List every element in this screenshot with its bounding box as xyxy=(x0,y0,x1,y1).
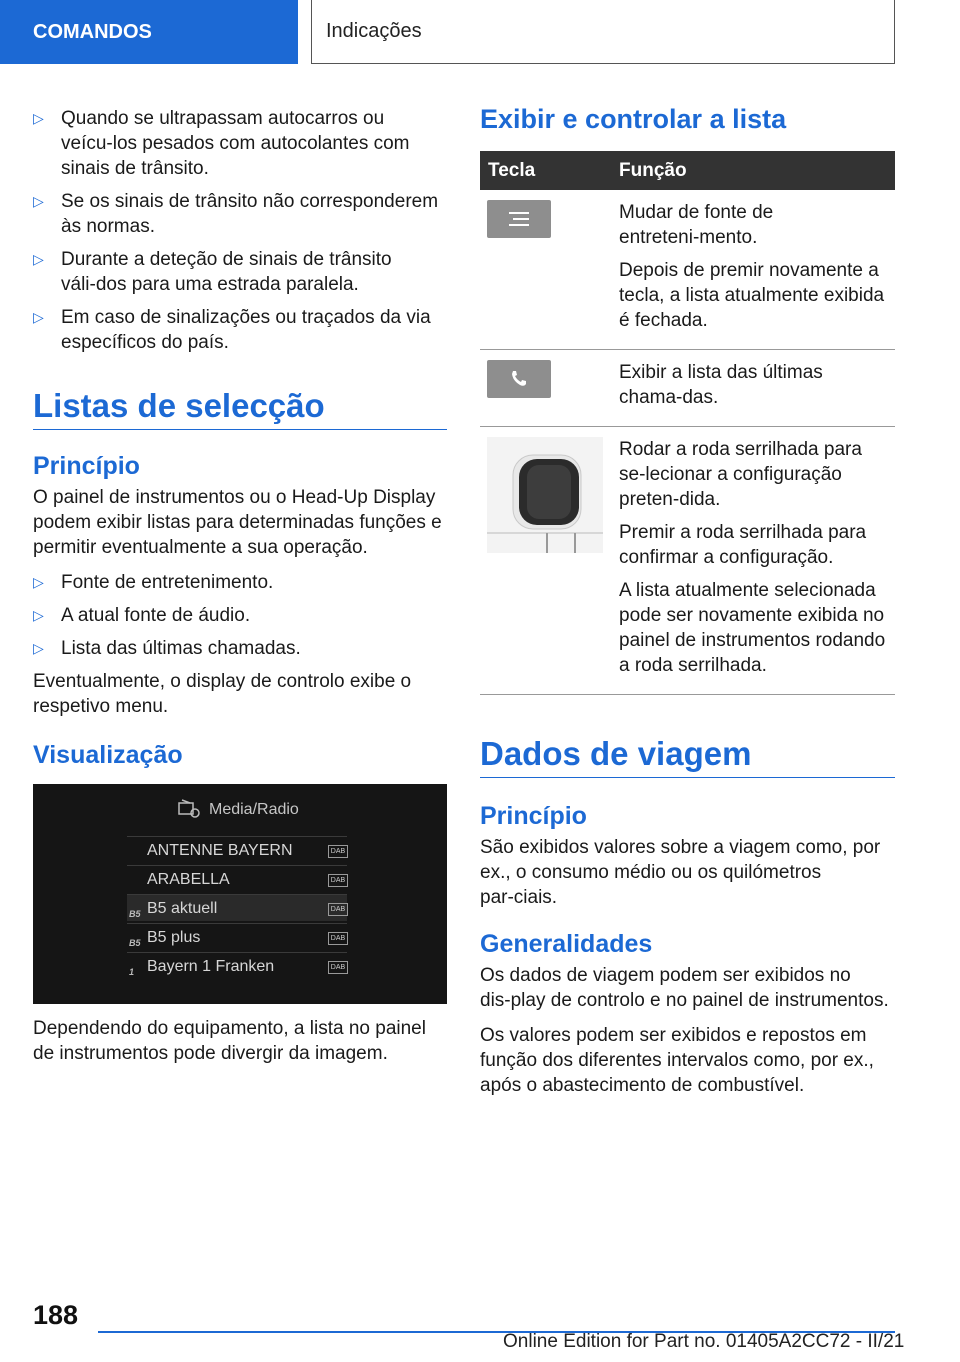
list-item: 1 Bayern 1 Franken DAB xyxy=(127,952,347,979)
dab-badge: DAB xyxy=(328,874,348,887)
column-header-function: Função xyxy=(611,151,895,190)
intro-bullet-list xyxy=(33,106,447,355)
list-item: ▷ Em caso de sinalizações ou traçados da via específicos do país. xyxy=(33,307,431,353)
table-row: Exibir a lista das últimas chama‑das. xyxy=(480,350,895,427)
principio-after-text: Eventualmente, o display de controlo exibe o respetivo menu. xyxy=(33,671,412,717)
triangle-bullet-icon: ▷ xyxy=(33,640,44,656)
thumbwheel-icon xyxy=(487,437,603,553)
list-item: ▷ A atual fonte de áudio. xyxy=(33,605,251,626)
triangle-bullet-icon: ▷ xyxy=(33,193,44,209)
dab-badge: DAB xyxy=(328,932,348,945)
list-item: B5 B5 aktuell DAB xyxy=(127,894,347,921)
heading-dados-viagem: Dados de viagem xyxy=(480,735,895,778)
dab-badge: DAB xyxy=(328,961,348,974)
list-icon xyxy=(487,200,551,238)
list-item: ▷ Fonte de entretenimento. xyxy=(33,572,274,593)
table-row: Mudar de fonte de entreteni‑mento. Depois de premir novamente a tecla, a lista atualmente exibida é fechada. xyxy=(480,190,895,350)
list-item: ANTENNE BAYERN DAB xyxy=(127,836,347,863)
subsection-title: Indicações xyxy=(311,0,895,64)
page-number: 188 xyxy=(33,1300,79,1330)
heading-principio-right: Princípio xyxy=(480,802,587,830)
list-item: B5 B5 plus DAB xyxy=(127,923,347,950)
principio-text: O painel de instrumentos ou o Head-Up Display podem exibir listas para determinadas funções e permitir eventualmente a sua operação. xyxy=(33,487,442,558)
heading-listas: Listas de selecção xyxy=(33,387,447,430)
list-item: ARABELLA DAB xyxy=(127,865,347,892)
principio-right-text: São exibidos valores sobre a viagem como, por ex., o consumo médio ou os quilómetros par‑ciais. xyxy=(480,837,881,908)
list-item: ▷ Lista das últimas chamadas. xyxy=(33,638,301,659)
triangle-bullet-icon: ▷ xyxy=(33,251,44,267)
list-item: ▷ Se os sinais de trânsito não corresponderem às normas. xyxy=(33,191,439,237)
triangle-bullet-icon: ▷ xyxy=(33,110,44,126)
visual-caption: Dependendo do equipamento, a lista no painel de instrumentos pode divergir da imagem. xyxy=(33,1018,426,1064)
channel-logo: B5 xyxy=(129,938,141,948)
heading-visualizacao: Visualização xyxy=(33,741,183,769)
left-column xyxy=(33,96,447,1076)
heading-generalidades: Generalidades xyxy=(480,930,653,958)
heading-principio: Princípio xyxy=(33,452,140,480)
principio-bullet-list xyxy=(33,570,447,661)
triangle-bullet-icon: ▷ xyxy=(33,309,44,325)
channel-logo: 1 xyxy=(129,967,135,977)
table-row: Rodar a roda serrilhada para se‑lecionar a configuração preten‑dida. Premir a roda serrilhada para confirmar a configuração. A lista atualmente selecionada pode ser novamente exibida no painel de instrumentos rodando a roda serrilhada. xyxy=(480,427,895,695)
channel-logo: B5 xyxy=(129,909,141,919)
instrument-cluster-screen xyxy=(33,784,447,1004)
generalidades-text-2: Os valores podem ser exibidos e repostos em função dos diferentes intervalos como, por ex., após o abastecimento de combustível. xyxy=(480,1025,874,1096)
triangle-bullet-icon: ▷ xyxy=(33,574,44,590)
dab-badge: DAB xyxy=(328,845,348,858)
screen-title: Media/Radio xyxy=(209,801,299,818)
key-function-table xyxy=(480,151,895,695)
list-item: ▷ Quando se ultrapassam autocarros ou veícu‑los pesados com autocolantes com sinais de trânsito. xyxy=(33,108,410,179)
section-tab: COMANDOS xyxy=(0,0,298,64)
triangle-bullet-icon: ▷ xyxy=(33,607,44,623)
media-radio-icon xyxy=(177,799,201,819)
dab-badge: DAB xyxy=(328,903,348,916)
right-column xyxy=(480,96,895,1108)
heading-exibir: Exibir e controlar a lista xyxy=(480,104,787,134)
edition-text: Online Edition for Part no. 01405A2CC72 - II/21 xyxy=(503,1331,905,1352)
list-item: ▷ Durante a deteção de sinais de trânsito váli‑dos para uma estrada paralela. xyxy=(33,249,392,295)
phone-icon xyxy=(487,360,551,398)
generalidades-text-1: Os dados de viagem podem ser exibidos no dis‑play de controlo e no painel de instrumentos. xyxy=(480,965,889,1011)
column-header-key: Tecla xyxy=(480,151,611,190)
